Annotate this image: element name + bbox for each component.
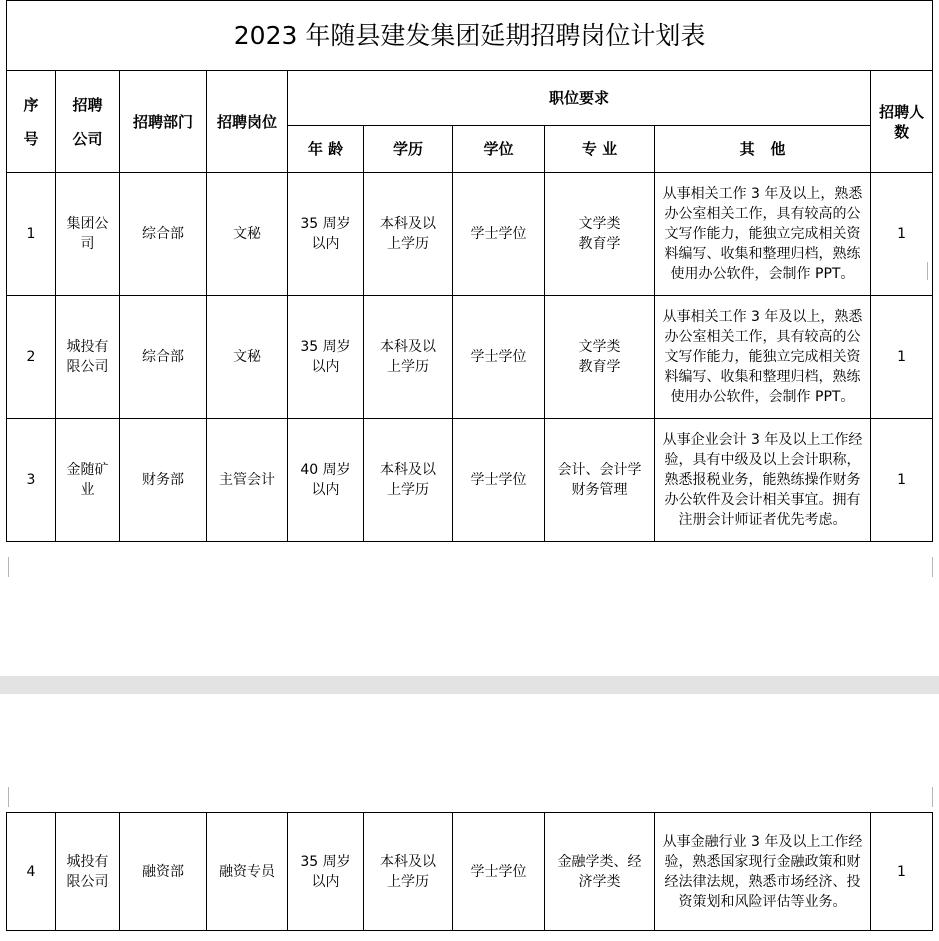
header-count: 招聘人 数 bbox=[871, 71, 933, 173]
table-row bbox=[7, 296, 933, 419]
cell-major: 会计、会计学 财务管理 bbox=[545, 419, 655, 542]
header-major: 专 业 bbox=[545, 126, 655, 173]
cell-degree: 学士学位 bbox=[453, 419, 545, 542]
cell-education: 本科及以 上学历 bbox=[364, 296, 453, 419]
cell-degree: 学士学位 bbox=[453, 813, 545, 931]
header-degree: 学位 bbox=[453, 126, 545, 173]
cell-count: 1 bbox=[871, 813, 933, 931]
cell-education: 本科及以 上学历 bbox=[364, 173, 453, 296]
cell-other: 从事相关工作 3 年及以上，熟悉办公室相关工作，具有较高的公文写作能力，能独立完成相关资料编写、收集和整理归档，熟练使用办公软件，会制作 PPT。 bbox=[655, 296, 871, 419]
cell-age: 35 周岁 以内 bbox=[288, 173, 364, 296]
cell-degree: 学士学位 bbox=[453, 296, 545, 419]
recruitment-table bbox=[6, 0, 933, 542]
cell-other: 从事相关工作 3 年及以上，熟悉办公室相关工作，具有较高的公文写作能力，能独立完成相关资料编写、收集和整理归档，熟练使用办公软件，会制作 PPT。 bbox=[655, 173, 871, 296]
table-row bbox=[7, 419, 933, 542]
cell-seq: 1 bbox=[7, 173, 56, 296]
cell-other: 从事企业会计 3 年及以上工作经验，具有中级及以上会计职称，熟悉报税业务，能熟练操作财务办公软件及会计相关事宜。拥有注册会计师证者优先考虑。 bbox=[655, 419, 871, 542]
cell-post: 文秘 bbox=[207, 173, 288, 296]
cell-dept: 融资部 bbox=[120, 813, 207, 931]
header-post: 招聘岗位 bbox=[207, 71, 288, 173]
cell-post: 主管会计 bbox=[207, 419, 288, 542]
page-corner-mark bbox=[8, 557, 15, 577]
cell-seq: 3 bbox=[7, 419, 56, 542]
cell-dept: 综合部 bbox=[120, 173, 207, 296]
header-seq: 序 号 bbox=[7, 71, 56, 173]
cell-degree: 学士学位 bbox=[453, 173, 545, 296]
title-row bbox=[7, 1, 933, 71]
cell-count: 1 bbox=[871, 419, 933, 542]
cell-age: 35 周岁 以内 bbox=[288, 296, 364, 419]
header-row bbox=[7, 71, 933, 126]
cell-other: 从事金融行业 3 年及以上工作经验，熟悉国家现行金融政策和财经法律法规，熟悉市场经济、投资策划和风险评估等业务。 bbox=[655, 813, 871, 931]
cell-company: 城投有 限公司 bbox=[56, 296, 120, 419]
cell-company: 集团公 司 bbox=[56, 173, 120, 296]
page-edge-mark bbox=[927, 262, 938, 280]
header-company: 招聘 公司 bbox=[56, 71, 120, 173]
cell-seq: 4 bbox=[7, 813, 56, 931]
table-row bbox=[7, 813, 933, 931]
header-other: 其 他 bbox=[655, 126, 871, 173]
table-title: 2023 年随县建发集团延期招聘岗位计划表 bbox=[7, 1, 933, 71]
cell-major: 文学类 教育学 bbox=[545, 296, 655, 419]
cell-post: 文秘 bbox=[207, 296, 288, 419]
table-row bbox=[7, 173, 933, 296]
page-gap bbox=[0, 676, 939, 694]
cell-dept: 综合部 bbox=[120, 296, 207, 419]
header-education: 学历 bbox=[364, 126, 453, 173]
recruitment-table-continued bbox=[6, 812, 933, 931]
page-corner-mark bbox=[926, 787, 933, 807]
cell-major: 文学类 教育学 bbox=[545, 173, 655, 296]
header-dept: 招聘部门 bbox=[120, 71, 207, 173]
cell-count: 1 bbox=[871, 173, 933, 296]
cell-age: 35 周岁 以内 bbox=[288, 813, 364, 931]
cell-education: 本科及以 上学历 bbox=[364, 813, 453, 931]
cell-company: 金随矿 业 bbox=[56, 419, 120, 542]
page-corner-mark bbox=[926, 557, 933, 577]
header-requirements: 职位要求 bbox=[288, 71, 871, 126]
cell-education: 本科及以 上学历 bbox=[364, 419, 453, 542]
cell-dept: 财务部 bbox=[120, 419, 207, 542]
page-corner-mark bbox=[8, 787, 15, 807]
header-age: 年 龄 bbox=[288, 126, 364, 173]
cell-age: 40 周岁 以内 bbox=[288, 419, 364, 542]
cell-post: 融资专员 bbox=[207, 813, 288, 931]
document-page-2 bbox=[0, 694, 939, 941]
cell-seq: 2 bbox=[7, 296, 56, 419]
cell-count: 1 bbox=[871, 296, 933, 419]
cell-company: 城投有 限公司 bbox=[56, 813, 120, 931]
cell-major: 金融学类、经 济学类 bbox=[545, 813, 655, 931]
